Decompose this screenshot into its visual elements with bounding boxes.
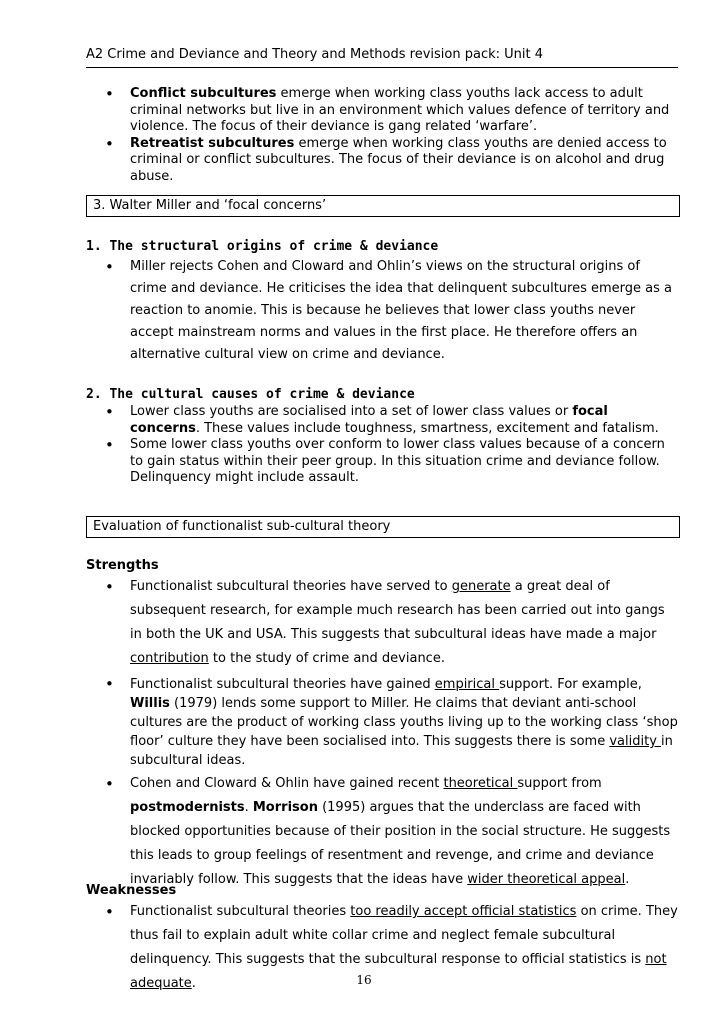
bullet-icon: • <box>105 675 114 693</box>
text-run: . <box>191 976 196 991</box>
page-number: 16 <box>356 973 372 987</box>
list-item <box>86 675 678 770</box>
underlined-term: not adequate <box>130 952 667 991</box>
section-box-evaluation: Evaluation of functionalist sub-cultural theory <box>86 516 680 538</box>
page-header: A2 Crime and Deviance and Theory and Methods revision pack: Unit 4 <box>86 47 678 68</box>
underlined-term: generate <box>451 579 511 594</box>
section-structural-origins <box>86 238 678 366</box>
strengths-section <box>86 557 678 892</box>
bullet-icon: • <box>105 903 114 921</box>
bullet-icon: • <box>105 403 114 421</box>
term-postmodernists: postmodernists <box>130 800 245 815</box>
list-item <box>86 256 678 366</box>
bullet-icon: • <box>105 436 114 454</box>
section-cultural-causes <box>86 386 678 487</box>
text-run: support from <box>517 776 602 791</box>
text-run: (1979) lends some support to Miller. He claims that deviant anti-school cultures are the product of working class youths living up to the working class ‘shop floor’ culture they have been socialised into. This suggests there is some <box>130 696 678 749</box>
section-box-miller: 3. Walter Miller and ‘focal concerns’ <box>86 195 680 217</box>
list-item <box>86 86 678 136</box>
name-morrison: Morrison <box>252 800 318 815</box>
bullet-icon: • <box>105 134 114 153</box>
text-run: . <box>625 872 630 887</box>
list-item-text: Miller rejects Cohen and Cloward and Ohlin’s views on the structural origins of crime and deviance. He criticises the idea that delinquent subcultures emerge as a reaction to anomie. This is because he believes that lower class youths never accept mainstream norms and values in the first place. He therefore offers an alternative cultural view on crime and deviance. <box>130 259 673 362</box>
text-run: . These values include toughness, smartness, excitement and fatalism. <box>195 420 659 436</box>
text-run: (1995) argues that the underclass are faced with blocked opportunities because of their position in the social structure. He suggests this leads to group feelings of resentment and revenge, and crime and deviance invariably follow. This suggests that the ideas have <box>130 800 671 887</box>
text-run: to the study of crime and deviance. <box>208 651 445 666</box>
underlined-term: wider theoretical appeal <box>467 872 626 887</box>
bullet-icon: • <box>105 258 114 276</box>
text-run: Lower class youths are socialised into a set of lower class values or <box>130 404 573 419</box>
underlined-term: contribution <box>130 651 209 666</box>
text-run: Cohen and Cloward & Ohlin have gained recent <box>130 776 444 791</box>
text-run: Functionalist subcultural theories <box>130 904 351 919</box>
list-item-text: emerge when working class youths are denied access to criminal or conflict subcultures. The focus of their deviance is on alcohol and drug abuse. <box>130 135 667 184</box>
list-item <box>86 136 678 186</box>
text-run: Functionalist subcultural theories have gained <box>130 677 435 692</box>
weaknesses-heading: Weaknesses <box>86 883 177 898</box>
list-item <box>86 575 678 671</box>
underlined-term: theoretical <box>443 776 518 791</box>
bullet-icon: • <box>105 775 114 793</box>
list-item <box>86 404 678 437</box>
text-run: on crime. They thus fail to explain adult white collar crime and neglect female subcultural delinquency. This suggests that the subcultural response to official statistics is <box>130 904 678 967</box>
bullet-icon: • <box>105 85 114 103</box>
list-item <box>86 772 678 892</box>
list-item-text: emerge when working class youths lack access to adult criminal networks but live in an environment which values defence of territory and violence. The focus of their deviance is gang related ‘warfare’. <box>130 86 670 134</box>
text-run: . <box>244 800 253 815</box>
list-item-text: Some lower class youths over conform to lower class values because of a concern to gain status within their peer group. In this situation crime and deviance follow. Delinquency might include assault. <box>130 437 665 485</box>
bullet-icon: • <box>105 578 114 596</box>
section-heading: 1. The structural origins of crime & deviance <box>86 239 439 254</box>
subcultures-list <box>86 86 678 185</box>
text-run: in subcultural ideas. <box>130 734 673 768</box>
term-conflict-subcultures: Conflict subcultures <box>130 86 277 101</box>
text-run: Functionalist subcultural theories have served to <box>130 579 452 594</box>
text-run: a great deal of subsequent research, for example much research has been carried out into gangs in both the UK and USA. This suggests that subcultural ideas have made a major <box>130 579 665 642</box>
strengths-heading: Strengths <box>86 558 159 573</box>
name-willis: Willis <box>130 696 170 711</box>
underlined-term: empirical <box>434 677 500 692</box>
list-item <box>86 437 678 487</box>
text-run: support. For example, <box>499 677 642 692</box>
underlined-term: validity <box>609 734 662 749</box>
section-heading: 2. The cultural causes of crime & deviance <box>86 387 415 402</box>
underlined-term: too readily accept official statistics <box>350 904 577 919</box>
term-focal-concerns: focal concerns <box>130 404 608 436</box>
term-retreatist-subcultures: Retreatist subcultures <box>130 135 295 151</box>
